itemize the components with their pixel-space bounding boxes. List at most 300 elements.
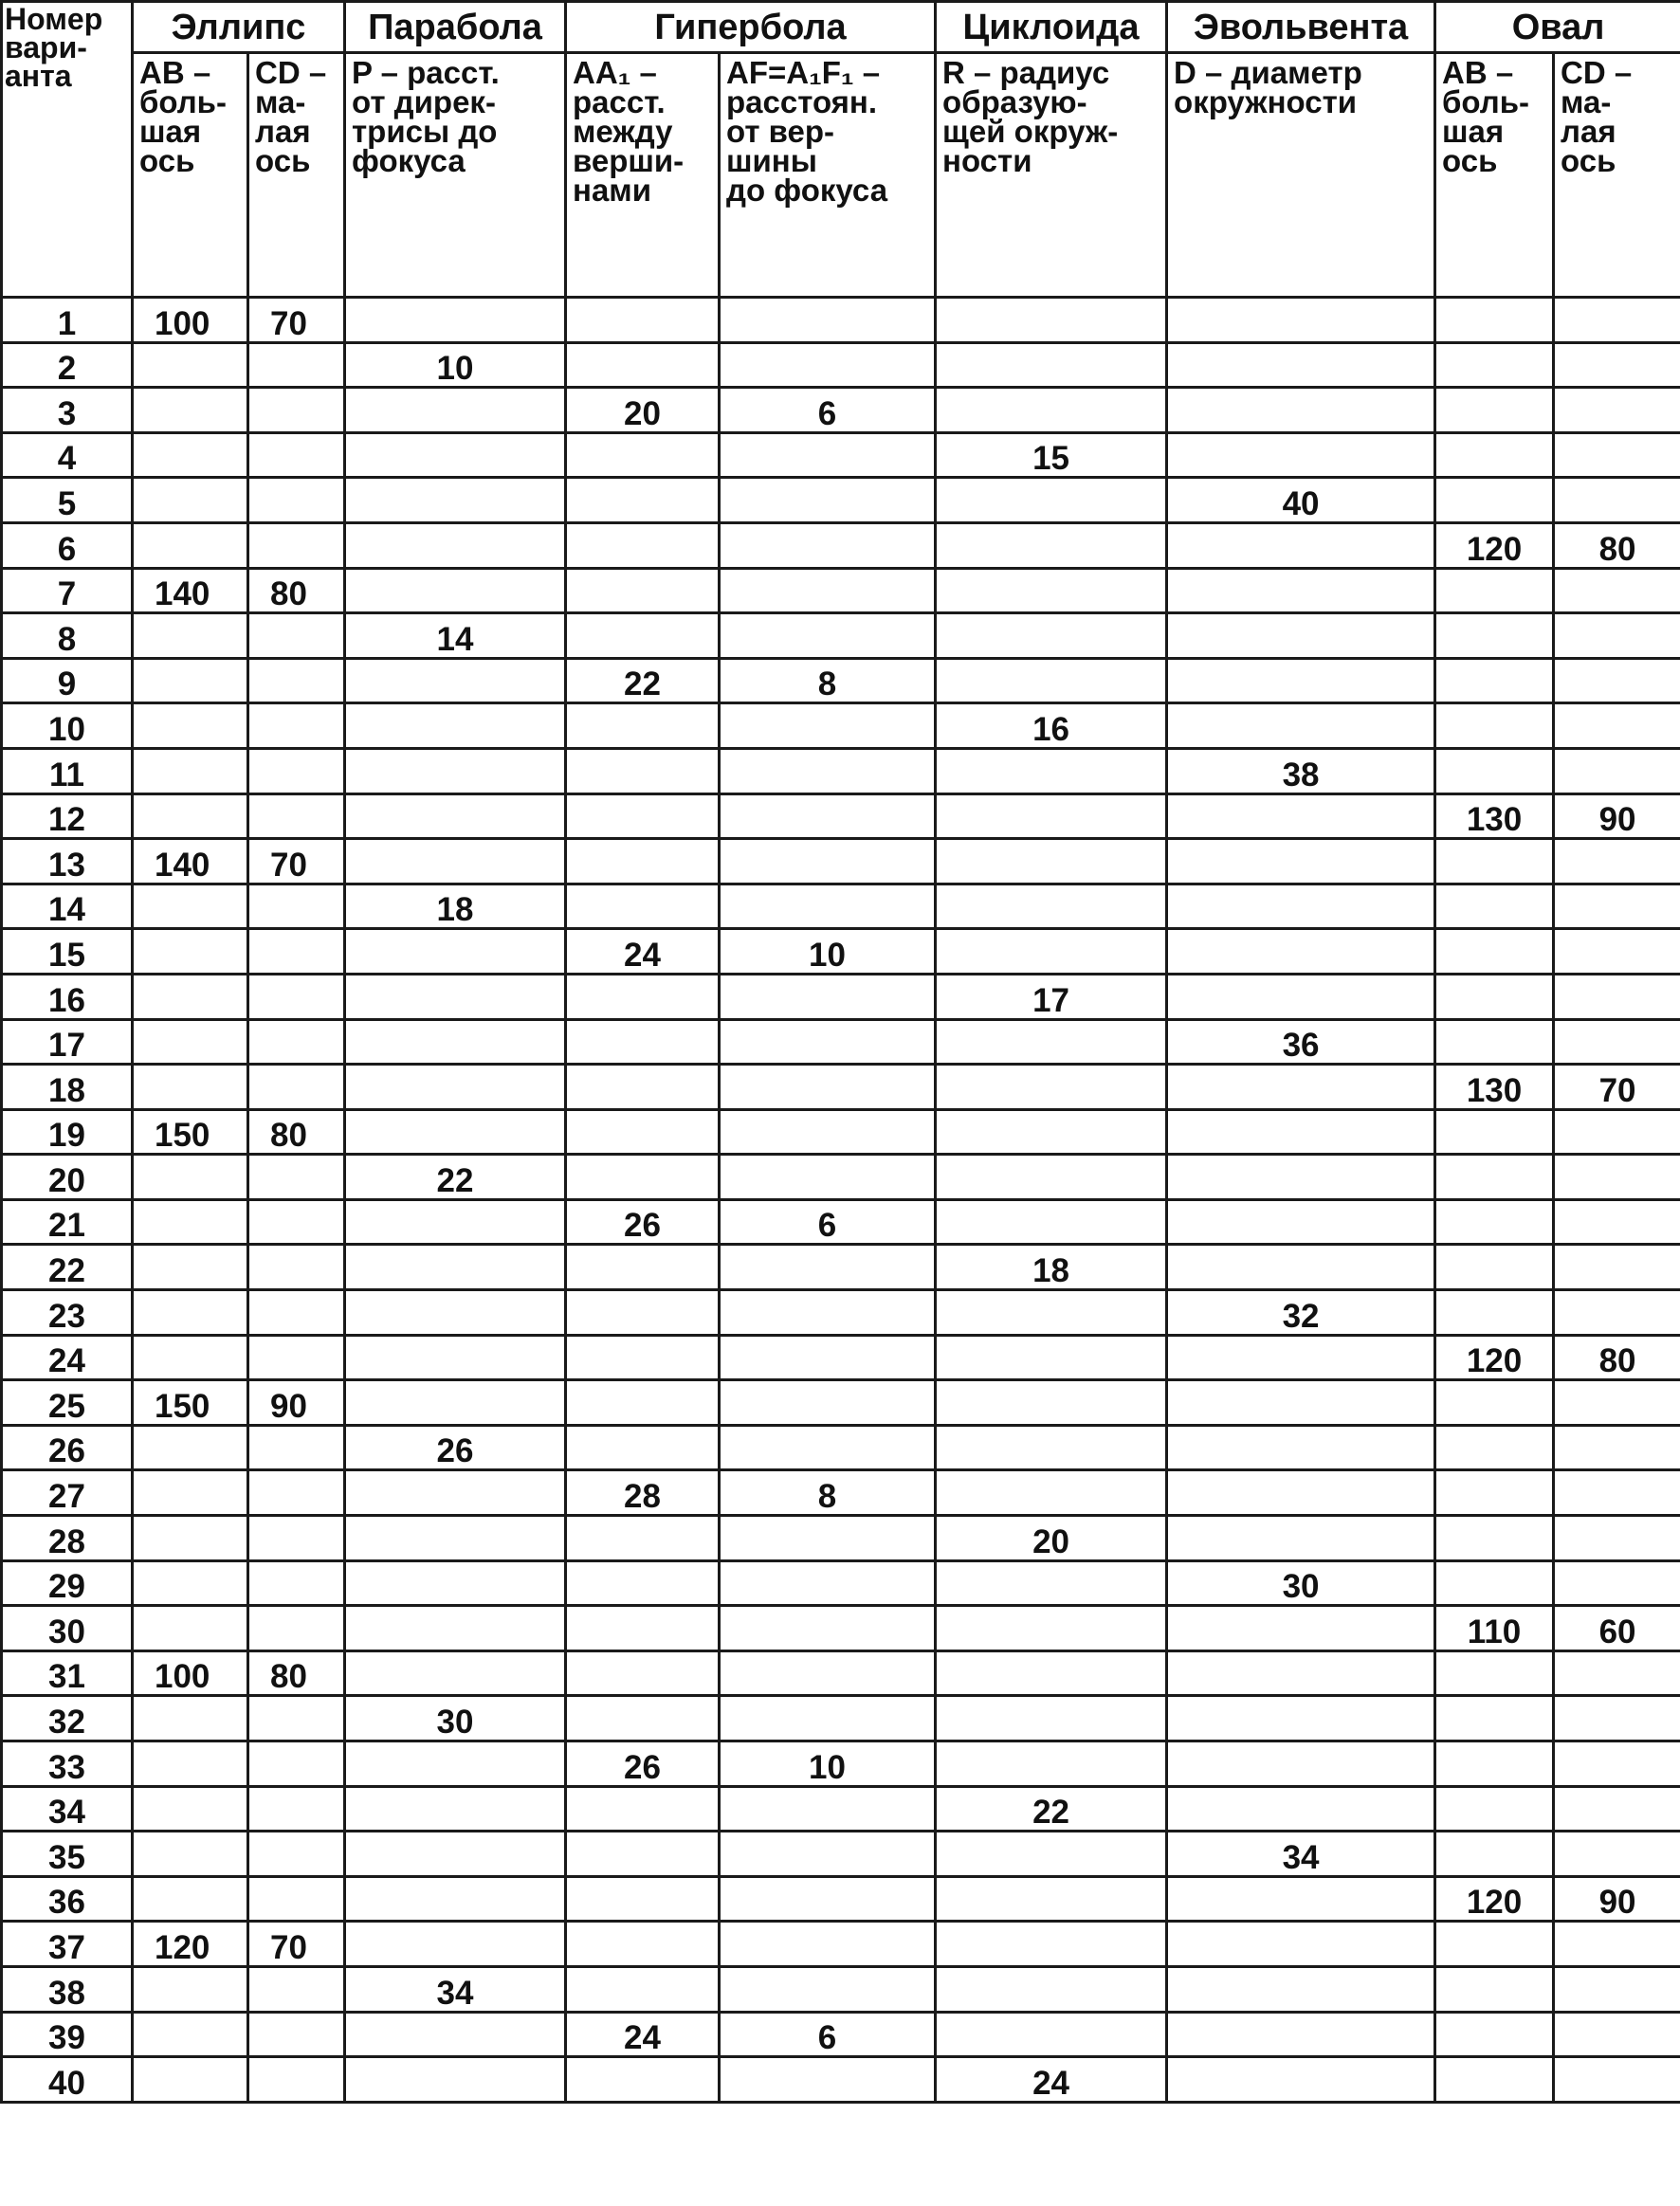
hyperbola-af-cell xyxy=(720,2057,936,2103)
hyperbola-af-cell xyxy=(720,1290,936,1336)
oval-cd-cell xyxy=(1554,568,1680,613)
ellipse-ab-cell xyxy=(133,1606,248,1651)
ellipse-cd-cell: 70 xyxy=(248,298,345,343)
oval-cd-cell xyxy=(1554,929,1680,975)
oval-cd-cell xyxy=(1554,658,1680,703)
ellipse-cd-cell xyxy=(248,478,345,523)
hyperbola-af-cell xyxy=(720,839,936,884)
variant-number-cell: 25 xyxy=(2,1380,133,1426)
hyperbola-aa1-cell: 20 xyxy=(566,388,720,433)
ellipse-cd-cell xyxy=(248,1199,345,1245)
variant-number-cell: 11 xyxy=(2,748,133,793)
ellipse-cd-cell xyxy=(248,974,345,1019)
parabola-p-cell: 14 xyxy=(345,613,566,659)
ellipse-ab-cell xyxy=(133,1876,248,1922)
variant-number-cell: 22 xyxy=(2,1245,133,1290)
table-row xyxy=(2,1696,1680,1741)
oval-ab-cell xyxy=(1435,1425,1554,1470)
header-group-row xyxy=(2,2,1680,53)
header-involute: Эвольвента xyxy=(1167,2,1435,53)
variant-number-cell: 38 xyxy=(2,1966,133,2012)
ellipse-ab-cell xyxy=(133,1245,248,1290)
involute-d-cell xyxy=(1167,1065,1435,1110)
involute-d-cell xyxy=(1167,1650,1435,1696)
oval-ab-cell xyxy=(1435,568,1554,613)
variant-number-cell: 8 xyxy=(2,613,133,659)
hyperbola-aa1-cell xyxy=(566,748,720,793)
hyperbola-af-cell xyxy=(720,884,936,929)
table-row xyxy=(2,1650,1680,1696)
hyperbola-af-cell xyxy=(720,1832,936,1877)
ellipse-cd-cell xyxy=(248,1741,345,1787)
ellipse-ab-cell xyxy=(133,2012,248,2057)
ellipse-cd-cell xyxy=(248,388,345,433)
variant-number-cell: 36 xyxy=(2,1876,133,1922)
involute-d-cell xyxy=(1167,1335,1435,1380)
parabola-p-cell xyxy=(345,1065,566,1110)
ellipse-cd-cell xyxy=(248,1560,345,1606)
cycloid-r-cell xyxy=(936,1741,1167,1787)
involute-d-cell xyxy=(1167,2012,1435,2057)
cycloid-r-cell: 16 xyxy=(936,703,1167,749)
oval-cd-cell xyxy=(1554,1560,1680,1606)
involute-d-cell xyxy=(1167,1425,1435,1470)
variant-number-cell: 15 xyxy=(2,929,133,975)
variant-number-cell: 35 xyxy=(2,1832,133,1877)
hyperbola-aa1-cell: 26 xyxy=(566,1199,720,1245)
hyperbola-af-cell xyxy=(720,1019,936,1065)
oval-cd-cell xyxy=(1554,1786,1680,1832)
variant-number-cell: 26 xyxy=(2,1425,133,1470)
oval-ab-cell xyxy=(1435,884,1554,929)
parabola-p-cell xyxy=(345,2057,566,2103)
cycloid-r-cell xyxy=(936,1199,1167,1245)
hyperbola-af-cell xyxy=(720,703,936,749)
hyperbola-aa1-cell xyxy=(566,342,720,388)
variant-number-cell: 4 xyxy=(2,432,133,478)
ellipse-cd-cell xyxy=(248,1786,345,1832)
table-row xyxy=(2,1966,1680,2012)
hyperbola-aa1-cell xyxy=(566,793,720,839)
ellipse-cd-cell xyxy=(248,929,345,975)
ellipse-cd-cell xyxy=(248,1966,345,2012)
ellipse-ab-cell xyxy=(133,1425,248,1470)
oval-ab-cell xyxy=(1435,1380,1554,1426)
ellipse-ab-cell: 150 xyxy=(133,1109,248,1155)
oval-ab-cell xyxy=(1435,2012,1554,2057)
oval-cd-cell xyxy=(1554,1696,1680,1741)
cycloid-r-cell xyxy=(936,342,1167,388)
variant-number-cell: 1 xyxy=(2,298,133,343)
oval-ab-cell xyxy=(1435,1019,1554,1065)
oval-cd-cell xyxy=(1554,1650,1680,1696)
involute-d-cell xyxy=(1167,1966,1435,2012)
oval-cd-cell: 80 xyxy=(1554,522,1680,568)
hyperbola-aa1-cell: 24 xyxy=(566,2012,720,2057)
cycloid-r-cell: 15 xyxy=(936,432,1167,478)
hyperbola-aa1-cell xyxy=(566,568,720,613)
involute-d-cell xyxy=(1167,1741,1435,1787)
ellipse-cd-cell xyxy=(248,1245,345,1290)
ellipse-ab-cell xyxy=(133,1516,248,1561)
hyperbola-aa1-cell xyxy=(566,2057,720,2103)
variant-number-cell: 27 xyxy=(2,1470,133,1516)
ellipse-ab-cell: 150 xyxy=(133,1380,248,1426)
oval-cd-cell xyxy=(1554,1425,1680,1470)
cycloid-r-cell xyxy=(936,1109,1167,1155)
oval-cd-cell xyxy=(1554,2057,1680,2103)
hyperbola-af-cell xyxy=(720,1650,936,1696)
table-row xyxy=(2,1245,1680,1290)
oval-cd-cell xyxy=(1554,1245,1680,1290)
table-row xyxy=(2,1155,1680,1200)
cycloid-r-cell xyxy=(936,478,1167,523)
variant-number-cell: 7 xyxy=(2,568,133,613)
variant-number-cell: 2 xyxy=(2,342,133,388)
variant-number-cell: 20 xyxy=(2,1155,133,1200)
cycloid-r-cell xyxy=(936,1696,1167,1741)
header-cycloid: Циклоида xyxy=(936,2,1167,53)
hyperbola-af-cell xyxy=(720,1606,936,1651)
ellipse-cd-cell: 70 xyxy=(248,1922,345,1967)
variant-number-cell: 23 xyxy=(2,1290,133,1336)
involute-d-cell xyxy=(1167,793,1435,839)
oval-cd-cell xyxy=(1554,613,1680,659)
ellipse-cd-cell xyxy=(248,1516,345,1561)
table-row xyxy=(2,929,1680,975)
header-variant-number: Номер вари- анта xyxy=(2,2,133,298)
ellipse-cd-cell xyxy=(248,1832,345,1877)
header-hyperbola: Гипербола xyxy=(566,2,936,53)
oval-ab-cell: 120 xyxy=(1435,522,1554,568)
hyperbola-aa1-cell xyxy=(566,478,720,523)
ellipse-ab-cell xyxy=(133,2057,248,2103)
table-row xyxy=(2,884,1680,929)
ellipse-cd-cell xyxy=(248,793,345,839)
parabola-p-cell xyxy=(345,1606,566,1651)
ellipse-ab-cell xyxy=(133,478,248,523)
oval-ab-cell xyxy=(1435,478,1554,523)
hyperbola-af-cell xyxy=(720,1516,936,1561)
table-row xyxy=(2,1606,1680,1651)
ellipse-cd-cell xyxy=(248,1470,345,1516)
hyperbola-af-cell xyxy=(720,522,936,568)
parabola-p-cell xyxy=(345,1199,566,1245)
ellipse-ab-cell xyxy=(133,1966,248,2012)
table-row xyxy=(2,1516,1680,1561)
hyperbola-aa1-cell: 28 xyxy=(566,1470,720,1516)
oval-cd-cell xyxy=(1554,1155,1680,1200)
table-row xyxy=(2,1470,1680,1516)
hyperbola-af-cell: 8 xyxy=(720,658,936,703)
ellipse-ab-cell: 120 xyxy=(133,1922,248,1967)
cycloid-r-cell xyxy=(936,1922,1167,1967)
parabola-p-cell xyxy=(345,1560,566,1606)
parabola-p-cell xyxy=(345,1786,566,1832)
ellipse-ab-cell xyxy=(133,793,248,839)
ellipse-ab-cell xyxy=(133,1155,248,1200)
oval-ab-cell xyxy=(1435,613,1554,659)
ellipse-cd-cell: 70 xyxy=(248,839,345,884)
oval-ab-cell xyxy=(1435,1922,1554,1967)
cycloid-r-cell xyxy=(936,1876,1167,1922)
variant-number-cell: 21 xyxy=(2,1199,133,1245)
cycloid-r-cell xyxy=(936,1650,1167,1696)
oval-ab-cell xyxy=(1435,1290,1554,1336)
oval-cd-cell xyxy=(1554,1516,1680,1561)
table-row xyxy=(2,1832,1680,1877)
oval-ab-cell: 110 xyxy=(1435,1606,1554,1651)
table-row xyxy=(2,1380,1680,1426)
ellipse-cd-cell xyxy=(248,613,345,659)
variant-number-cell: 12 xyxy=(2,793,133,839)
involute-d-cell: 32 xyxy=(1167,1290,1435,1336)
oval-ab-cell xyxy=(1435,432,1554,478)
hyperbola-aa1-cell xyxy=(566,522,720,568)
hyperbola-aa1-cell: 22 xyxy=(566,658,720,703)
ellipse-cd-cell: 90 xyxy=(248,1380,345,1426)
cycloid-r-cell xyxy=(936,1380,1167,1426)
parabola-p-cell: 34 xyxy=(345,1966,566,2012)
cycloid-r-cell xyxy=(936,1019,1167,1065)
cycloid-r-cell xyxy=(936,1832,1167,1877)
ellipse-cd-cell: 80 xyxy=(248,1109,345,1155)
ellipse-cd-cell xyxy=(248,1155,345,1200)
hyperbola-af-cell xyxy=(720,1109,936,1155)
ellipse-ab-cell xyxy=(133,658,248,703)
involute-d-cell: 34 xyxy=(1167,1832,1435,1877)
variant-number-cell: 10 xyxy=(2,703,133,749)
oval-cd-cell xyxy=(1554,478,1680,523)
involute-d-cell xyxy=(1167,703,1435,749)
oval-cd-cell xyxy=(1554,298,1680,343)
variant-number-cell: 13 xyxy=(2,839,133,884)
hyperbola-aa1-cell xyxy=(566,1335,720,1380)
parabola-p-cell xyxy=(345,1876,566,1922)
subheader-ellipse-minor-axis: CD – ма- лая ось xyxy=(248,53,345,298)
table-row xyxy=(2,1065,1680,1110)
variant-number-cell: 28 xyxy=(2,1516,133,1561)
variant-number-cell: 16 xyxy=(2,974,133,1019)
ellipse-ab-cell xyxy=(133,522,248,568)
cycloid-r-cell xyxy=(936,1470,1167,1516)
variant-number-cell: 18 xyxy=(2,1065,133,1110)
oval-cd-cell xyxy=(1554,1109,1680,1155)
hyperbola-af-cell xyxy=(720,1065,936,1110)
oval-cd-cell xyxy=(1554,1832,1680,1877)
subheader-involute-diameter: D – диаметр окружности xyxy=(1167,53,1435,298)
hyperbola-aa1-cell: 24 xyxy=(566,929,720,975)
ellipse-cd-cell xyxy=(248,1606,345,1651)
oval-cd-cell xyxy=(1554,974,1680,1019)
variant-number-cell: 3 xyxy=(2,388,133,433)
variant-number-cell: 30 xyxy=(2,1606,133,1651)
involute-d-cell: 30 xyxy=(1167,1560,1435,1606)
hyperbola-aa1-cell xyxy=(566,1019,720,1065)
variant-number-cell: 17 xyxy=(2,1019,133,1065)
hyperbola-af-cell xyxy=(720,432,936,478)
table-row xyxy=(2,613,1680,659)
oval-ab-cell: 130 xyxy=(1435,1065,1554,1110)
hyperbola-af-cell: 6 xyxy=(720,1199,936,1245)
involute-d-cell xyxy=(1167,1380,1435,1426)
involute-d-cell xyxy=(1167,388,1435,433)
parabola-p-cell xyxy=(345,839,566,884)
parabola-p-cell xyxy=(345,1109,566,1155)
involute-d-cell xyxy=(1167,1109,1435,1155)
hyperbola-af-cell: 10 xyxy=(720,1741,936,1787)
oval-ab-cell xyxy=(1435,1109,1554,1155)
parabola-p-cell xyxy=(345,1516,566,1561)
table-row xyxy=(2,1335,1680,1380)
cycloid-r-cell xyxy=(936,884,1167,929)
parabola-p-cell: 22 xyxy=(345,1155,566,1200)
hyperbola-aa1-cell xyxy=(566,1696,720,1741)
table-row xyxy=(2,1876,1680,1922)
involute-d-cell xyxy=(1167,974,1435,1019)
hyperbola-af-cell xyxy=(720,1245,936,1290)
cycloid-r-cell xyxy=(936,929,1167,975)
oval-ab-cell xyxy=(1435,1245,1554,1290)
parabola-p-cell xyxy=(345,568,566,613)
cycloid-r-cell xyxy=(936,2012,1167,2057)
variant-number-cell: 31 xyxy=(2,1650,133,1696)
hyperbola-aa1-cell xyxy=(566,432,720,478)
oval-cd-cell xyxy=(1554,342,1680,388)
parabola-p-cell xyxy=(345,703,566,749)
hyperbola-af-cell xyxy=(720,1425,936,1470)
hyperbola-aa1-cell xyxy=(566,1245,720,1290)
subheader-oval-major-axis: AB – боль- шая ось xyxy=(1435,53,1554,298)
ellipse-ab-cell xyxy=(133,1335,248,1380)
hyperbola-af-cell: 6 xyxy=(720,2012,936,2057)
involute-d-cell xyxy=(1167,658,1435,703)
involute-d-cell xyxy=(1167,568,1435,613)
oval-ab-cell xyxy=(1435,1470,1554,1516)
ellipse-ab-cell xyxy=(133,1741,248,1787)
hyperbola-aa1-cell xyxy=(566,1516,720,1561)
oval-ab-cell xyxy=(1435,1966,1554,2012)
ellipse-cd-cell xyxy=(248,522,345,568)
oval-ab-cell: 120 xyxy=(1435,1876,1554,1922)
oval-cd-cell xyxy=(1554,1741,1680,1787)
oval-ab-cell xyxy=(1435,1741,1554,1787)
table-row xyxy=(2,658,1680,703)
hyperbola-af-cell xyxy=(720,478,936,523)
oval-ab-cell xyxy=(1435,298,1554,343)
oval-ab-cell xyxy=(1435,1786,1554,1832)
involute-d-cell xyxy=(1167,298,1435,343)
parabola-p-cell xyxy=(345,974,566,1019)
oval-cd-cell xyxy=(1554,388,1680,433)
table-row xyxy=(2,748,1680,793)
oval-cd-cell xyxy=(1554,432,1680,478)
involute-d-cell xyxy=(1167,1606,1435,1651)
involute-d-cell xyxy=(1167,1922,1435,1967)
header-parabola: Парабола xyxy=(345,2,566,53)
variant-number-cell: 6 xyxy=(2,522,133,568)
oval-cd-cell: 90 xyxy=(1554,1876,1680,1922)
ellipse-ab-cell: 140 xyxy=(133,568,248,613)
ellipse-ab-cell xyxy=(133,929,248,975)
involute-d-cell xyxy=(1167,1199,1435,1245)
ellipse-ab-cell xyxy=(133,613,248,659)
hyperbola-aa1-cell xyxy=(566,1966,720,2012)
ellipse-cd-cell xyxy=(248,884,345,929)
hyperbola-aa1-cell xyxy=(566,613,720,659)
involute-d-cell: 36 xyxy=(1167,1019,1435,1065)
parabola-p-cell xyxy=(345,1245,566,1290)
cycloid-r-cell xyxy=(936,1290,1167,1336)
table-row xyxy=(2,388,1680,433)
hyperbola-af-cell xyxy=(720,1876,936,1922)
hyperbola-aa1-cell xyxy=(566,1650,720,1696)
oval-cd-cell xyxy=(1554,2012,1680,2057)
involute-d-cell xyxy=(1167,613,1435,659)
ellipse-ab-cell xyxy=(133,1065,248,1110)
subheader-cycloid-radius: R – радиус образую- щей окруж- ности xyxy=(936,53,1167,298)
cycloid-r-cell xyxy=(936,1335,1167,1380)
hyperbola-af-cell xyxy=(720,1696,936,1741)
hyperbola-af-cell: 8 xyxy=(720,1470,936,1516)
table-row xyxy=(2,2057,1680,2103)
subheader-hyperbola-vertex-distance: AA₁ – расст. между верши- нами xyxy=(566,53,720,298)
hyperbola-aa1-cell xyxy=(566,1606,720,1651)
oval-cd-cell: 90 xyxy=(1554,793,1680,839)
hyperbola-af-cell xyxy=(720,1786,936,1832)
hyperbola-af-cell xyxy=(720,1335,936,1380)
involute-d-cell xyxy=(1167,2057,1435,2103)
ellipse-ab-cell xyxy=(133,884,248,929)
ellipse-ab-cell xyxy=(133,974,248,1019)
ellipse-cd-cell xyxy=(248,2057,345,2103)
cycloid-r-cell: 22 xyxy=(936,1786,1167,1832)
involute-d-cell xyxy=(1167,1516,1435,1561)
cycloid-r-cell xyxy=(936,1425,1167,1470)
cycloid-r-cell xyxy=(936,1155,1167,1200)
oval-ab-cell xyxy=(1435,388,1554,433)
ellipse-cd-cell xyxy=(248,1335,345,1380)
oval-cd-cell xyxy=(1554,1922,1680,1967)
hyperbola-aa1-cell xyxy=(566,1876,720,1922)
hyperbola-aa1-cell xyxy=(566,1832,720,1877)
variant-number-cell: 24 xyxy=(2,1335,133,1380)
involute-d-cell xyxy=(1167,522,1435,568)
ellipse-ab-cell xyxy=(133,1470,248,1516)
involute-d-cell xyxy=(1167,1155,1435,1200)
table-row xyxy=(2,2012,1680,2057)
table-row xyxy=(2,703,1680,749)
ellipse-ab-cell xyxy=(133,432,248,478)
hyperbola-aa1-cell xyxy=(566,703,720,749)
table-row xyxy=(2,298,1680,343)
ellipse-ab-cell: 140 xyxy=(133,839,248,884)
subheader-oval-minor-axis: CD – ма- лая ось xyxy=(1554,53,1680,298)
parabola-p-cell xyxy=(345,748,566,793)
ellipse-cd-cell xyxy=(248,703,345,749)
ellipse-cd-cell: 80 xyxy=(248,1650,345,1696)
hyperbola-aa1-cell xyxy=(566,1065,720,1110)
oval-cd-cell xyxy=(1554,1290,1680,1336)
parabola-p-cell xyxy=(345,1380,566,1426)
cycloid-r-cell: 20 xyxy=(936,1516,1167,1561)
variant-number-cell: 5 xyxy=(2,478,133,523)
hyperbola-aa1-cell xyxy=(566,1380,720,1426)
hyperbola-aa1-cell xyxy=(566,1109,720,1155)
variant-number-cell: 40 xyxy=(2,2057,133,2103)
ellipse-ab-cell xyxy=(133,703,248,749)
cycloid-r-cell xyxy=(936,658,1167,703)
